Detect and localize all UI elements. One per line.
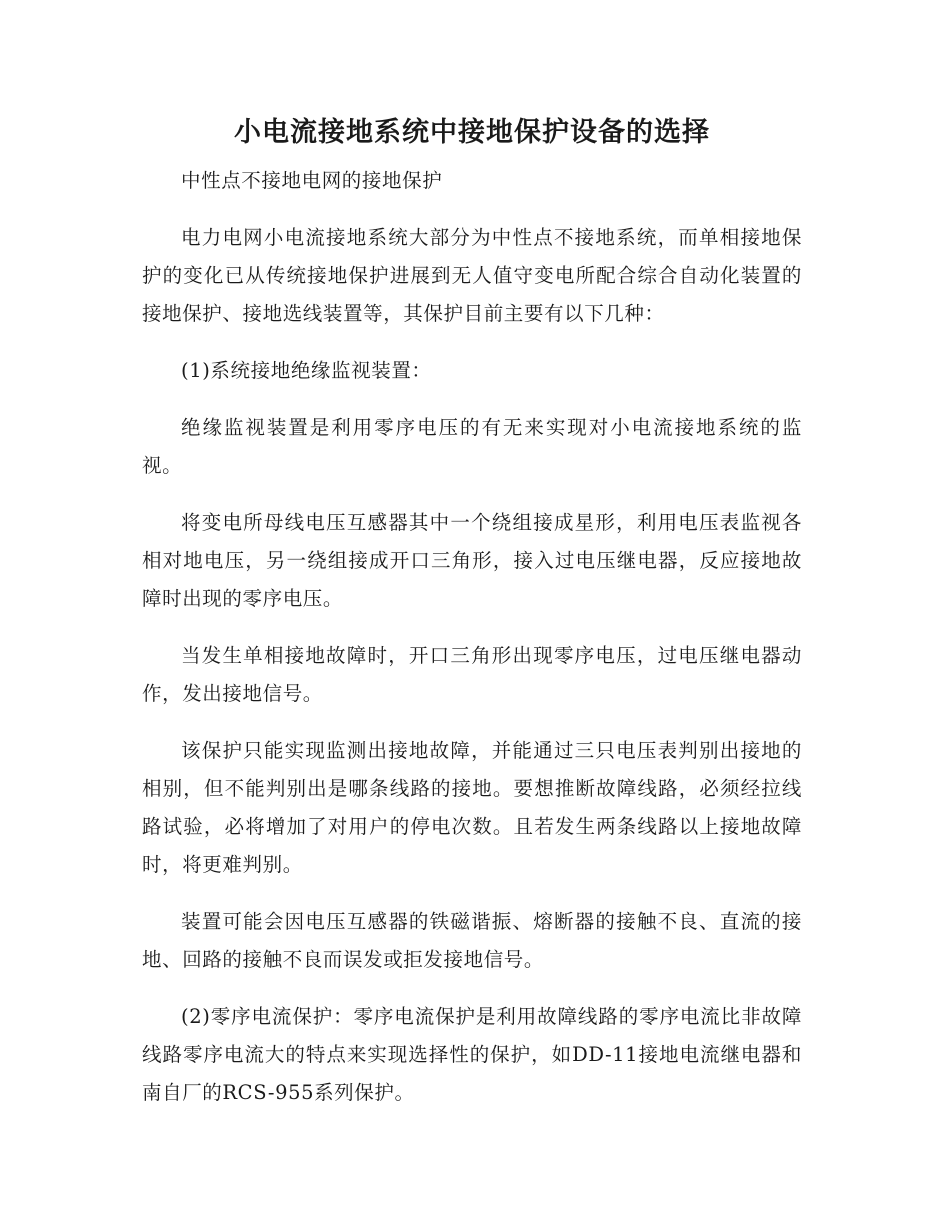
paragraph-2: (1)系统接地绝缘监视装置： (181, 359, 432, 382)
paragraph-5: 当发生单相接地故障时，开口三角形出现零序电压，过电压继电器动作，发出接地信号。 (142, 644, 802, 705)
paragraph-6: 该保护只能实现监测出接地故障，并能通过三只电压表判别出接地的相别，但不能判别出是哪条线路的接地。要想推断故障线路，必须经拉线路试验，必将增加了对用户的停电次数。且若发生两条线路以上接地故障时，将更难判别。 (142, 739, 802, 876)
paragraph-4: 将变电所母线电压互感器其中一个绕组接成星形，利用电压表监视各相对地电压，另一绕组接成开口三角形，接入过电压继电器，反应接地故障时出现的零序电压。 (142, 511, 802, 610)
document-page (142, 108, 802, 1131)
paragraph-8: (2)零序电流保护：零序电流保护是利用故障线路的零序电流比非故障线路零序电流大的特点来实现选择性的保护，如DD-11接地电流继电器和南自厂的RCS-955系列保护。 (142, 1005, 802, 1104)
section-subheading: 中性点不接地电网的接地保护 (181, 169, 443, 192)
paragraph-1: 电力电网小电流接地系统大部分为中性点不接地系统，而单相接地保护的变化已从传统接地保护进展到无人值守变电所配合综合自动化装置的接地保护、接地选线装置等，其保护目前主要有以下几种： (142, 226, 802, 325)
document-title: 小电流接地系统中接地保护设备的选择 (234, 117, 710, 148)
paragraph-3: 绝缘监视装置是利用零序电压的有无来实现对小电流接地系统的监视。 (142, 416, 802, 477)
paragraph-7: 装置可能会因电压互感器的铁磁谐振、熔断器的接触不良、直流的接地、回路的接触不良而误发或拒发接地信号。 (142, 910, 802, 971)
